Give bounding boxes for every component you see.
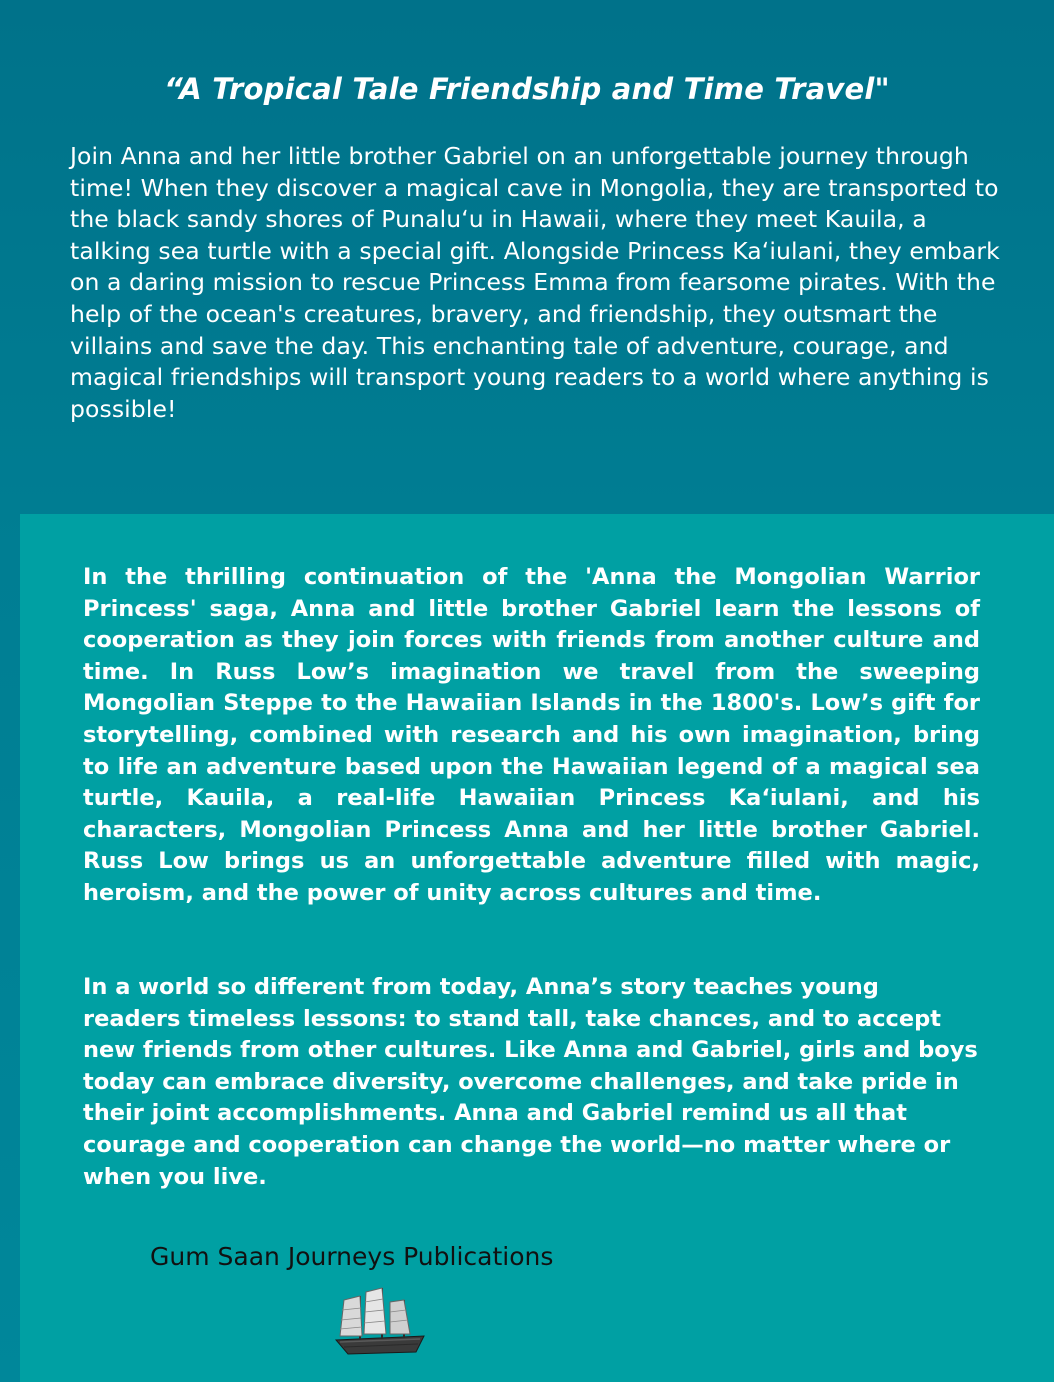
publisher-name: Gum Saan Journeys Publications [150, 1242, 554, 1271]
junk-ship-icon [330, 1282, 430, 1362]
book-tagline: “A Tropical Tale Friendship and Time Travel" [164, 72, 890, 106]
review-paragraph-2: In a world so different from today, Anna’s story teaches young readers timeless lessons: to stand tall, take chances, and to accept new friends from other cultures. Like Anna and Gabriel, girls and boys today can embrace diversity, overcome challenges, and take pride in their joint accomplishments. Anna and Gabriel remind us all that courage and cooperation can change the world—no matter where or when you live. [83, 974, 978, 1190]
review-panel [20, 514, 1054, 1382]
book-synopsis: Join Anna and her little brother Gabriel on an unforgettable journey through time! When they discover a magical cave in Mongolia, they are transported to the black sandy shores of Punaluʻu in Hawaii, where they meet Kauila, a talking sea turtle with a special gift. Alongside Princess Kaʻiulani, they embark on a daring mission to rescue Princess Emma from fearsome pirates. With the help of the ocean's creatures, bravery, and friendship, they outsmart the villains and save the day. This enchanting tale of adventure, courage, and magical friendships will transport young readers to a world where anything is possible! [70, 142, 1000, 423]
review-paragraph-1: In the thrilling continuation of the 'Anna the Mongolian Warrior Princess' saga, Anna and little brother Gabriel learn the lessons of cooperation as they join forces with friends from another culture and time. In Russ Low’s imagination we travel from the sweeping Mongolian Steppe to the Hawaiian Islands in the 1800's. Low’s gift for storytelling, combined with research and his own imagination, bring to life an adventure based upon the Hawaiian legend of a magical sea turtle, Kauila, a real-life Hawaiian Princess Kaʻiulani, and his characters, Mongolian Princess Anna and her little brother Gabriel. Russ Low brings us an unforgettable adventure filled with magic, heroism, and the power of unity across cultures and time. [83, 564, 980, 906]
